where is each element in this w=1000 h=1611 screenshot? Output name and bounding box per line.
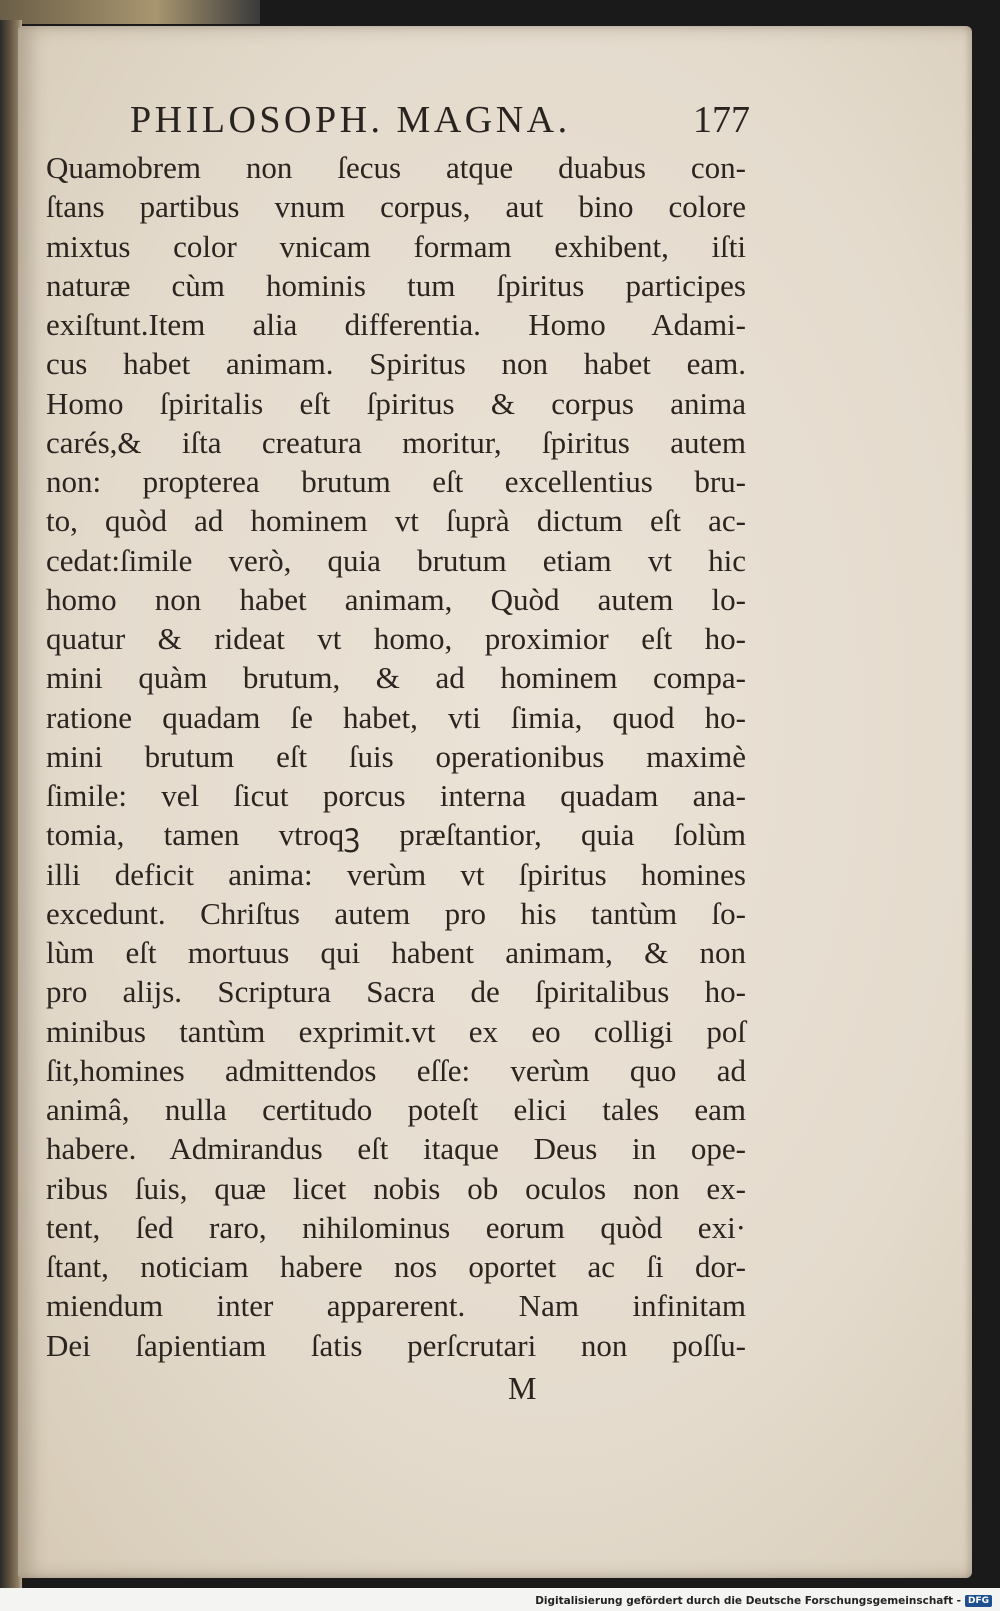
body-text <box>46 148 746 1365</box>
text-line: tomia, tamen vtroqꝫ præſtantior, quia ſolùm <box>46 817 746 853</box>
text-line: homo non habet animam, Quòd autem lo- <box>46 581 746 617</box>
text-line: ſimile: vel ſicut porcus interna quadam ana- <box>46 778 746 813</box>
dfg-logo: DFG <box>965 1595 992 1607</box>
text-line: exiſtunt.Item alia differentia. Homo Adami- <box>46 307 746 342</box>
text-line: ſtans partibus vnum corpus, aut bino colore <box>46 189 746 225</box>
digitization-footer <box>535 1592 992 1610</box>
text-line: non: propterea brutum eſt excellentius bru- <box>46 464 746 499</box>
text-line: carés,& iſta creatura moritur, ſpiritus autem <box>46 424 746 460</box>
text-line: Quamobrem non ſecus atque duabus con- <box>46 150 746 185</box>
text-line: Homo ſpiritalis eſt ſpiritus & corpus anima <box>46 385 746 421</box>
text-line: tent, ſed raro, nihilominus eorum quòd exi· <box>46 1209 746 1245</box>
running-head <box>130 98 750 146</box>
text-line: quatur & rideat vt homo, proximior eſt ho- <box>46 621 746 656</box>
text-line: to, quòd ad hominem vt ſuprà dictum eſt ac- <box>46 503 746 539</box>
text-line: habere. Admirandus eſt itaque Deus in ope- <box>46 1131 746 1167</box>
text-line: lùm eſt mortuus qui habent animam, & non <box>46 935 746 970</box>
text-line: ſit,homines admittendos eſſe: verùm quo ad <box>46 1052 746 1088</box>
running-head-title: PHILOSOPH. MAGNA. <box>130 99 571 141</box>
text-line: ſtant, noticiam habere nos oportet ac ſi dor- <box>46 1249 746 1284</box>
text-line: mini quàm brutum, & ad hominem compa- <box>46 660 746 696</box>
text-line: miendum inter apparerent. Nam infinitam <box>46 1288 746 1324</box>
text-line: excedunt. Chriſtus autem pro his tantùm ſo- <box>46 895 746 931</box>
text-line: ratione quadam ſe habet, vti ſimia, quod ho- <box>46 699 746 735</box>
page-number: 177 <box>693 99 750 141</box>
text-line: cedat:ſimile verò, quia brutum etiam vt hic <box>46 542 746 578</box>
text-line: Dei ſapientiam ſatis perſcrutari non poſſu- <box>46 1327 746 1363</box>
text-line: cus habet animam. Spiritus non habet eam. <box>46 346 746 382</box>
text-line: illi deficit anima: verùm vt ſpiritus homines <box>46 856 746 892</box>
book-top-edge <box>0 0 260 24</box>
text-line: animâ, nulla certitudo poteſt elici tales eam <box>46 1092 746 1127</box>
text-line: minibus tantùm exprimit.vt ex eo colligi poſ <box>46 1013 746 1049</box>
digitization-credit: Digitalisierung gefördert durch die Deutsche Forschungsgemeinschaft - <box>535 1595 961 1607</box>
text-line: mini brutum eſt ſuis operationibus maximè <box>46 738 746 774</box>
text-line: ribus ſuis, quæ licet nobis ob oculos non ex- <box>46 1170 746 1206</box>
text-line: naturæ cùm hominis tum ſpiritus participes <box>46 267 746 303</box>
text-line: mixtus color vnicam formam exhibent, iſti <box>46 228 746 264</box>
text-line: pro alijs. Scriptura Sacra de ſpiritalibus ho- <box>46 974 746 1010</box>
catchword: M <box>508 1370 537 1406</box>
